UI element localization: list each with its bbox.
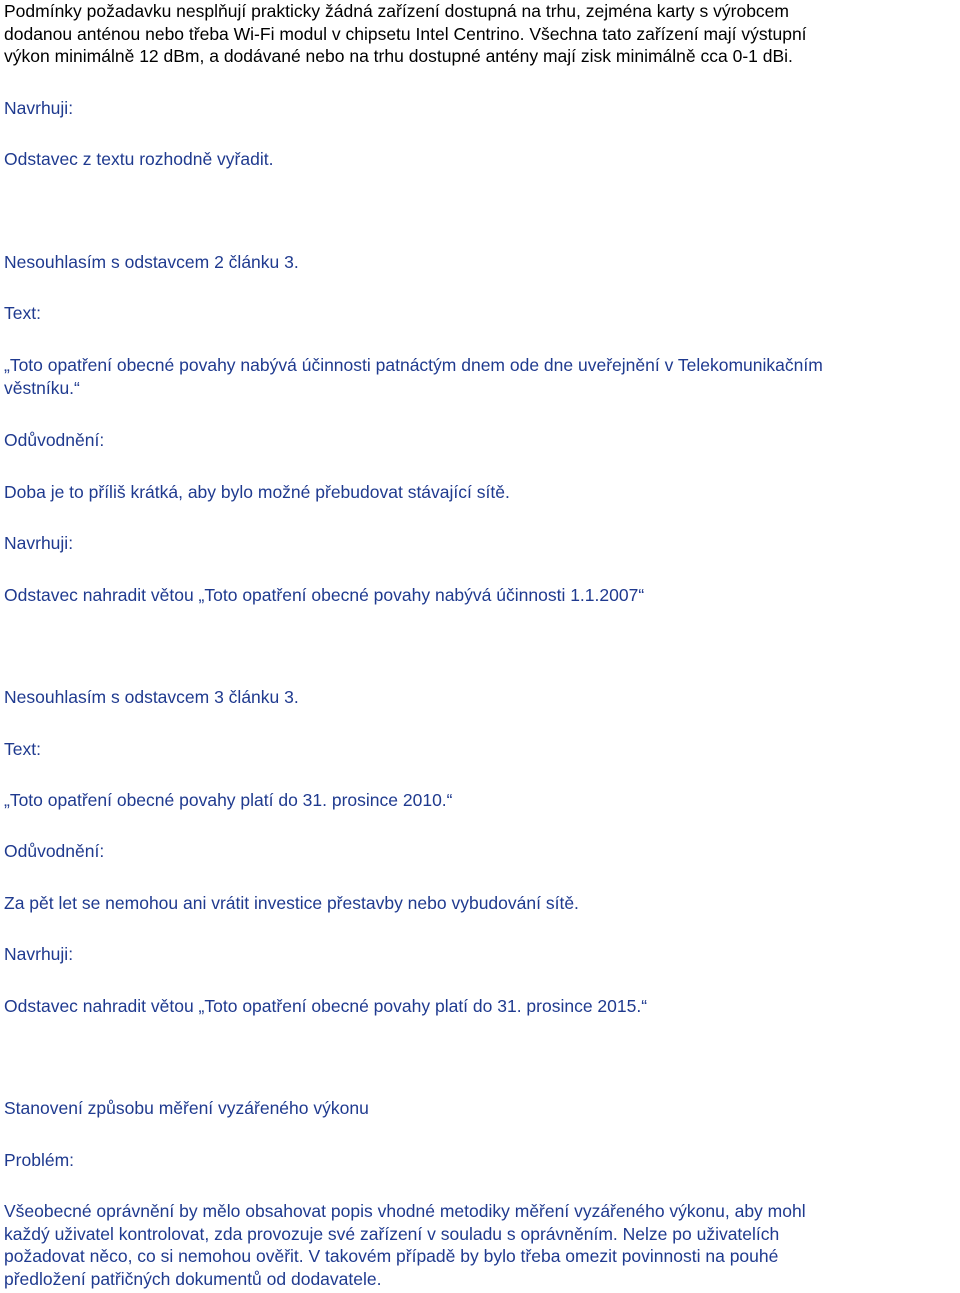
quote-2-line-1: „Toto opatření obecné povahy nabývá účinnosti patnáctým dnem ode dne uveřejnění v Telekomunikačním (4, 355, 823, 375)
problem-line-1: Všeobecné oprávnění by mělo obsahovat popis vhodné metodiky měření vyzářeného výkonu, aby mohl (4, 1201, 806, 1221)
proposal-text-2: Odstavec nahradit větou „Toto opatření obecné povahy nabývá účinnosti 1.1.2007“ (4, 585, 645, 605)
problem-line-4: předložení patřičných dokumentů od dodavatele. (4, 1268, 382, 1289)
proposal-text-1: Odstavec z textu rozhodně vyřadit. (4, 149, 274, 169)
reason-label-3: Odůvodnění: (4, 841, 105, 861)
problem-label: Problém: (4, 1150, 75, 1170)
text-label-2: Text: (4, 303, 41, 323)
section-heading-3: Nesouhlasím s odstavcem 3 článku 3. (4, 687, 299, 707)
quote-2 (4, 354, 823, 399)
intro-line-2: dodanou anténou nebo třeba Wi-Fi modul v chipsetu Intel Centrino. Všechna tato zařízení mají výstupní (4, 23, 807, 44)
quote-3: „Toto opatření obecné povahy platí do 31. prosince 2010.“ (4, 790, 453, 810)
section-heading-2: Nesouhlasím s odstavcem 2 článku 3. (4, 252, 299, 272)
reason-text-3: Za pět let se nemohou ani vrátit investice přestavby nebo vybudování sítě. (4, 893, 579, 913)
problem-text (4, 1200, 806, 1290)
reason-label-2: Odůvodnění: (4, 430, 105, 450)
proposal-text-3: Odstavec nahradit větou „Toto opatření obecné povahy platí do 31. prosince 2015.“ (4, 996, 648, 1016)
text-label-3: Text: (4, 739, 41, 759)
proposal-label-3: Navrhuji: (4, 944, 74, 964)
quote-2-line-2: věstníku.“ (4, 377, 80, 398)
reason-text-2: Doba je to příliš krátká, aby bylo možné přebudovat stávající sítě. (4, 482, 510, 502)
problem-line-2: každý uživatel kontrolovat, zda provozuje své zařízení v souladu s oprávněním. Nelze po uživatelích (4, 1223, 780, 1244)
intro-line-1: Podmínky požadavku nesplňují prakticky žádná zařízení dostupná na trhu, zejména karty s výrobcem (4, 1, 789, 21)
intro-paragraph (4, 0, 807, 68)
section-heading-4: Stanovení způsobu měření vyzářeného výkonu (4, 1098, 369, 1118)
proposal-label-1: Navrhuji: (4, 98, 74, 118)
proposal-label-2: Navrhuji: (4, 533, 74, 553)
problem-line-3: požadovat něco, co si nemohou ověřit. V takovém případě by bylo třeba omezit povinnosti na pouhé (4, 1246, 779, 1266)
intro-line-3: výkon minimálně 12 dBm, a dodávané nebo na trhu dostupné antény mají zisk minimálně cca 0-1 dBi. (4, 46, 793, 66)
